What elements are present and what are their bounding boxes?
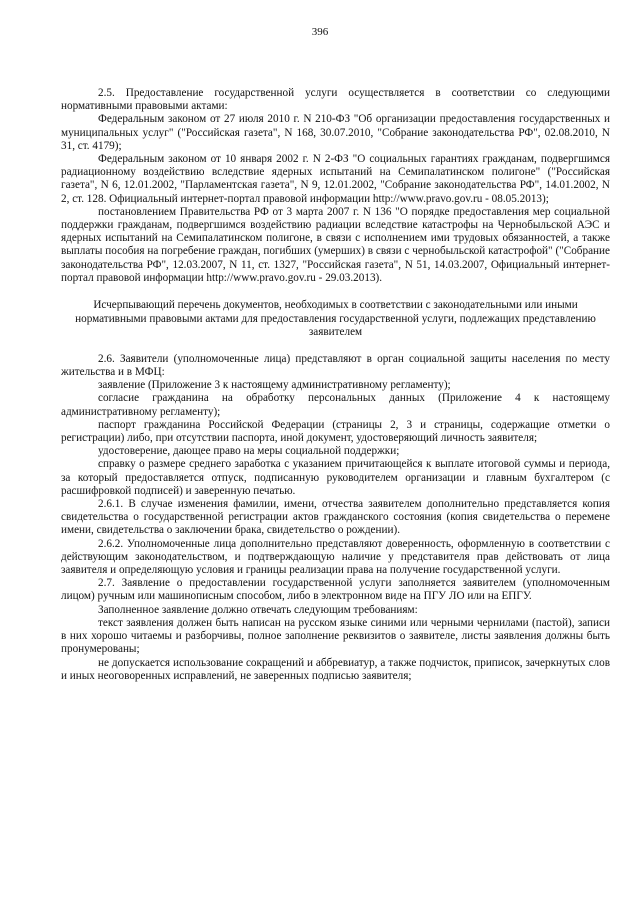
paragraph: согласие гражданина на обработку персональных данных (Приложение 4 к настоящему административному регламенту); [61, 392, 610, 418]
paragraph: паспорт гражданина Российской Федерации (страницы 2, 3 и страницы, содержащие отметки о регистрации) либо, при отсутствии паспорта, иной документ, удостоверяющий личность заявителя; [61, 418, 610, 445]
paragraph: постановлением Правительства РФ от 3 марта 2007 г. N 136 "О порядке предоставления мер социальной поддержки гражданам, подвергшимся воздействию радиации вследствие катастрофы на Чернобыльской АЭС и ядерных испытаний на Семипалатинском полигоне, в связи с исполнением ими трудовых обязанностей, а также выплаты пособия на погребение граждан, погибших (умерших) в связи с чернобыльской катастрофой" ("Собрание законодательства РФ", 12.03.2007, N 11, ст. 1327, "Российская газета", N 51, 14.03.2007, Официальный интернет-портал правовой информации http://www.pravo.gov.ru - 29.03.2013). [61, 205, 610, 284]
page-number: 396 [311, 26, 329, 38]
paragraph: справку о размере среднего заработка с указанием причитающейся к выплате итоговой суммы и периода, за который предоставляется отпуск, подписанную руководителем организации и главным бухгалтером (с расшифровкой подписей) и заверенную печатью. [61, 458, 610, 497]
paragraph: Федеральным законом от 10 января 2002 г. N 2-ФЗ "О социальных гарантиях гражданам, подвергшимся радиационному воздействию вследствие ядерных испытаний на Семипалатинском полигоне" ("Российская газета", N 6, 12.01.2002, "Парламентская газета", N 9, 12.01.2002, "Собрание законодательства РФ", 14.01.2002, N 2, ст. 128. Официальный интернет-портал правовой информации http://www.pravo.gov.ru - 08.05.2013); [61, 153, 610, 205]
paragraph: не допускается использование сокращений и аббревиатур, а также подчисток, приписок, зачеркнутых слов и иных неоговоренных исправлений, не заверенных подписью заявителя; [61, 656, 610, 682]
document-body [61, 87, 610, 683]
paragraph: текст заявления должен быть написан на русском языке синими или черными чернилами (пастой), записи в них хорошо читаемы и разборчивы, полное заполнение реквизитов о заявителе, листы заявления должны быть пронумерованы; [61, 616, 610, 656]
paragraph: 2.6. Заявители (уполномоченные лица) представляют в орган социальной защиты населения по месту жительства и в МФЦ: [61, 352, 610, 379]
paragraph: заявление (Приложение 3 к настоящему административному регламенту); [98, 379, 451, 392]
section-heading: Исчерпывающий перечень документов, необходимых в соответствии с законодательными или иными нормативными правовыми актами для предоставления государственной услуги, подлежащих представлению заявителем [75, 299, 596, 339]
paragraph: 2.6.1. В случае изменения фамилии, имени, отчества заявителем дополнительно представляется копия свидетельства о государственной регистрации актов гражданского состояния (копия свидетельства о перемене имени, свидетельства о заключении брака, свидетельство о рождении). [61, 498, 610, 537]
paragraph: 2.7. Заявление о предоставлении государственной услуги заполняется заявителем (уполномоченным лицом) ручным или машинописным способом, либо в электронном виде на ПГУ ЛО или на ЕПГУ. [61, 577, 610, 603]
paragraph: 2.5. Предоставление государственной услуги осуществляется в соответствии со следующими нормативными правовыми актами: [61, 87, 610, 113]
paragraph: Заполненное заявление должно отвечать следующим требованиям: [98, 603, 418, 616]
paragraph: Федеральным законом от 27 июля 2010 г. N 210-ФЗ "Об организации предоставления государственных и муниципальных услуг" ("Российская газета", N 168, 30.07.2010, "Собрание законодательства РФ", 02.08.2010, N 31, ст. 4179); [61, 113, 610, 152]
paragraph: удостоверение, дающее право на меры социальной поддержки; [98, 445, 400, 458]
paragraph: 2.6.2. Уполномоченные лица дополнительно представляют доверенность, оформленную в соответствии с действующим законодательством, и подтверждающую наличие у представителя прав действовать от лица заявителя и определяющую условия и границы реализации права на получение государственной услуги. [61, 537, 610, 577]
